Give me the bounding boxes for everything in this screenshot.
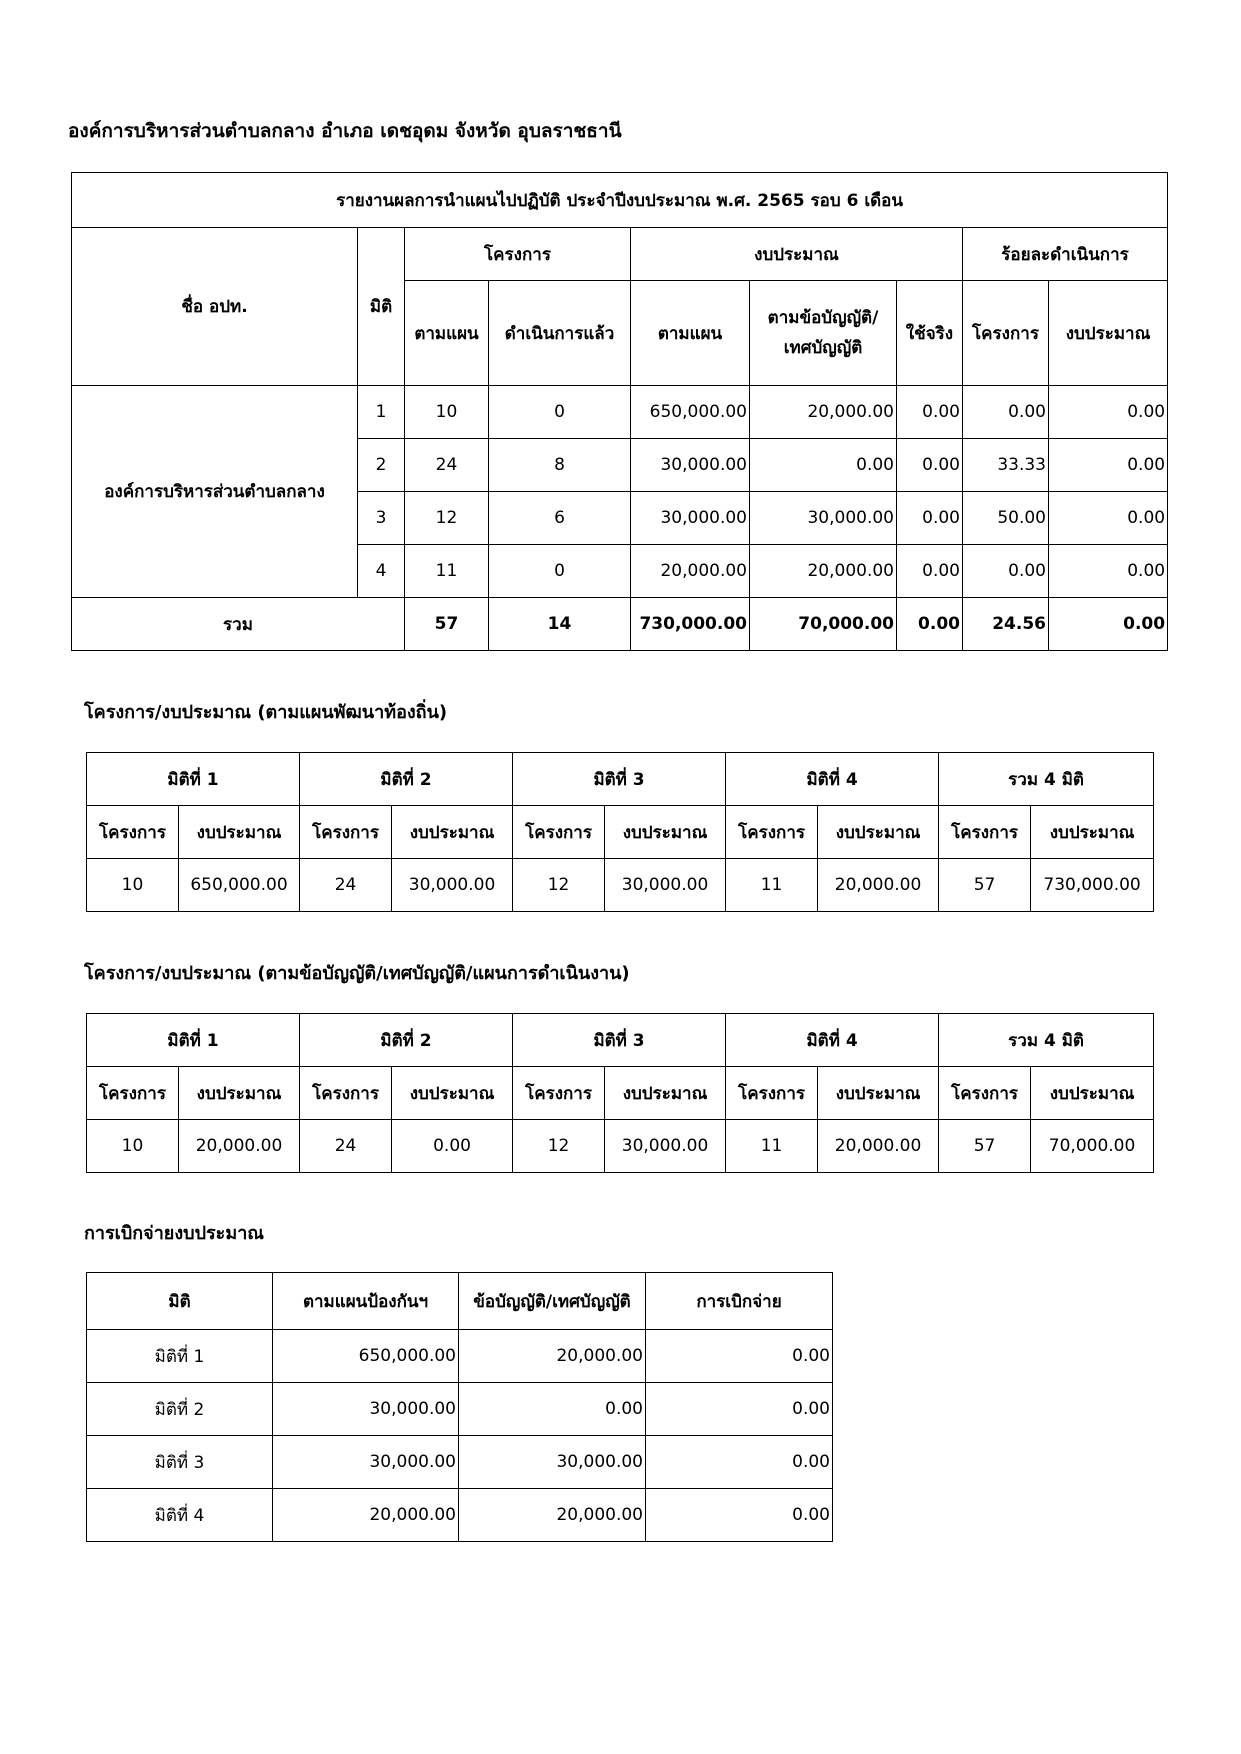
- table-cell: 3: [358, 492, 405, 545]
- table-cell: 0.00: [646, 1383, 833, 1436]
- header-budget-ordinance-line2: เทศบัญญัติ: [783, 338, 863, 358]
- header-budget-plan: ตามแผน: [631, 281, 750, 386]
- col-header-budget: งบประมาณ: [392, 806, 513, 859]
- col-header-project: โครงการ: [939, 806, 1031, 859]
- col-header-project: โครงการ: [87, 1067, 179, 1120]
- table-cell: 650,000.00: [631, 386, 750, 439]
- total-label: รวม: [72, 598, 405, 651]
- col-header-project: โครงการ: [300, 806, 392, 859]
- header-pct-project: โครงการ: [963, 281, 1049, 386]
- table-cell: มิติที่ 3: [87, 1436, 273, 1489]
- ordinance-section-title: โครงการ/งบประมาณ (ตามข้อบัญญัติ/เทศบัญญัติ/แผนการดำเนินงาน): [84, 963, 630, 984]
- col-header-project: โครงการ: [87, 806, 179, 859]
- plan-section-title: โครงการ/งบประมาณ (ตามแผนพัฒนาท้องถิ่น): [84, 702, 448, 723]
- col-header-budget: งบประมาณ: [179, 806, 300, 859]
- total-cell: 57: [405, 598, 489, 651]
- table-cell: 20,000.00: [273, 1489, 459, 1542]
- table-cell: 57: [939, 859, 1031, 912]
- header-done: ดำเนินการแล้ว: [489, 281, 631, 386]
- header-budget-ordinance: [750, 281, 897, 386]
- table-cell: 30,000.00: [392, 859, 513, 912]
- group-header: มิติที่ 3: [513, 1014, 726, 1067]
- col-header-budget: งบประมาณ: [605, 1067, 726, 1120]
- col-header-budget: งบประมาณ: [1031, 1067, 1154, 1120]
- table-cell: 24: [300, 859, 392, 912]
- table-cell: 0.00: [1049, 545, 1168, 598]
- table-cell: 0: [489, 545, 631, 598]
- table-cell: 11: [405, 545, 489, 598]
- table-cell: 0.00: [646, 1436, 833, 1489]
- col-header-budget: งบประมาณ: [179, 1067, 300, 1120]
- table-cell: 10: [405, 386, 489, 439]
- table-cell: 730,000.00: [1031, 859, 1154, 912]
- header-budget-ordinance-line1: ตามข้อบัญญัติ/: [767, 308, 879, 328]
- table-cell: 2: [358, 439, 405, 492]
- table-cell: 0.00: [646, 1489, 833, 1542]
- group-header: รวม 4 มิติ: [939, 753, 1154, 806]
- table-cell: 30,000.00: [273, 1383, 459, 1436]
- table-cell: 0.00: [750, 439, 897, 492]
- col-header-project: โครงการ: [726, 806, 818, 859]
- table-cell: 20,000.00: [750, 545, 897, 598]
- table-cell: 0: [489, 386, 631, 439]
- header-planned: ตามแผน: [405, 281, 489, 386]
- header-dim: มิติ: [87, 1273, 273, 1330]
- table-cell: 0.00: [897, 386, 963, 439]
- total-cell: 14: [489, 598, 631, 651]
- col-header-project: โครงการ: [513, 1067, 605, 1120]
- table-cell: 0.00: [1049, 386, 1168, 439]
- group-header: มิติที่ 2: [300, 753, 513, 806]
- table-cell: 57: [939, 1120, 1031, 1173]
- table-cell: 11: [726, 1120, 818, 1173]
- table-cell: 0.00: [392, 1120, 513, 1173]
- org-name-cell: องค์การบริหารส่วนตำบลกลาง: [72, 386, 358, 598]
- table-cell: 1: [358, 386, 405, 439]
- table-cell: 20,000.00: [459, 1330, 646, 1383]
- table-cell: 30,000.00: [631, 492, 750, 545]
- table-cell: 4: [358, 545, 405, 598]
- total-cell: 0.00: [897, 598, 963, 651]
- table-cell: 20,000.00: [750, 386, 897, 439]
- table-cell: 30,000.00: [605, 859, 726, 912]
- report-caption: รายงานผลการนำแผนไปปฏิบัติ ประจำปีงบประมาณ พ.ศ. 2565 รอบ 6 เดือน: [72, 173, 1168, 228]
- disbursement-table: [86, 1272, 833, 1542]
- plan-summary-table: [86, 752, 1154, 912]
- col-header-budget: งบประมาณ: [818, 806, 939, 859]
- group-header: มิติที่ 1: [87, 1014, 300, 1067]
- group-header: มิติที่ 1: [87, 753, 300, 806]
- ordinance-summary-table: [86, 1013, 1154, 1173]
- group-header: รวม 4 มิติ: [939, 1014, 1154, 1067]
- header-disbursed: การเบิกจ่าย: [646, 1273, 833, 1330]
- table-cell: 12: [513, 1120, 605, 1173]
- group-header: มิติที่ 4: [726, 1014, 939, 1067]
- table-cell: 30,000.00: [631, 439, 750, 492]
- table-cell: 20,000.00: [631, 545, 750, 598]
- table-cell: 12: [513, 859, 605, 912]
- total-cell: 70,000.00: [750, 598, 897, 651]
- table-cell: 0.00: [459, 1383, 646, 1436]
- table-cell: 30,000.00: [750, 492, 897, 545]
- table-cell: 8: [489, 439, 631, 492]
- group-header: มิติที่ 3: [513, 753, 726, 806]
- table-cell: 10: [87, 1120, 179, 1173]
- header-actual: ใช้จริง: [897, 281, 963, 386]
- total-cell: 0.00: [1049, 598, 1168, 651]
- table-cell: 650,000.00: [179, 859, 300, 912]
- table-cell: 12: [405, 492, 489, 545]
- table-cell: 30,000.00: [273, 1436, 459, 1489]
- group-header: มิติที่ 4: [726, 753, 939, 806]
- table-cell: 11: [726, 859, 818, 912]
- header-ordinance: ข้อบัญญัติ/เทศบัญญัติ: [459, 1273, 646, 1330]
- table-cell: มิติที่ 1: [87, 1330, 273, 1383]
- table-cell: 0.00: [963, 386, 1049, 439]
- table-cell: 70,000.00: [1031, 1120, 1154, 1173]
- table-cell: 20,000.00: [818, 859, 939, 912]
- table-cell: 0.00: [897, 545, 963, 598]
- col-header-project: โครงการ: [513, 806, 605, 859]
- table-cell: มิติที่ 2: [87, 1383, 273, 1436]
- total-cell: 24.56: [963, 598, 1049, 651]
- col-header-budget: งบประมาณ: [605, 806, 726, 859]
- col-header-project: โครงการ: [726, 1067, 818, 1120]
- table-cell: 6: [489, 492, 631, 545]
- table-cell: 20,000.00: [818, 1120, 939, 1173]
- table-cell: 0.00: [646, 1330, 833, 1383]
- disbursement-section-title: การเบิกจ่ายงบประมาณ: [84, 1223, 264, 1244]
- table-cell: 30,000.00: [605, 1120, 726, 1173]
- header-org-name: ชื่อ อปท.: [72, 228, 358, 386]
- table-cell: 24: [300, 1120, 392, 1173]
- table-cell: 10: [87, 859, 179, 912]
- header-dimension: มิติ: [358, 228, 405, 386]
- col-header-budget: งบประมาณ: [818, 1067, 939, 1120]
- header-projects-group: โครงการ: [405, 228, 631, 281]
- header-pct-budget: งบประมาณ: [1049, 281, 1168, 386]
- table-cell: 20,000.00: [459, 1489, 646, 1542]
- table-cell: 0.00: [1049, 492, 1168, 545]
- col-header-budget: งบประมาณ: [1031, 806, 1154, 859]
- header-plan: ตามแผนป้องกันฯ: [273, 1273, 459, 1330]
- total-cell: 730,000.00: [631, 598, 750, 651]
- table-cell: 650,000.00: [273, 1330, 459, 1383]
- header-percent-group: ร้อยละดำเนินการ: [963, 228, 1168, 281]
- table-cell: 33.33: [963, 439, 1049, 492]
- table-cell: 30,000.00: [459, 1436, 646, 1489]
- table-cell: 24: [405, 439, 489, 492]
- table-cell: 50.00: [963, 492, 1049, 545]
- main-report-table: [71, 172, 1168, 651]
- table-cell: มิติที่ 4: [87, 1489, 273, 1542]
- table-cell: 20,000.00: [179, 1120, 300, 1173]
- table-cell: 0.00: [897, 439, 963, 492]
- header-budget-group: งบประมาณ: [631, 228, 963, 281]
- table-cell: 0.00: [897, 492, 963, 545]
- col-header-budget: งบประมาณ: [392, 1067, 513, 1120]
- col-header-project: โครงการ: [300, 1067, 392, 1120]
- col-header-project: โครงการ: [939, 1067, 1031, 1120]
- group-header: มิติที่ 2: [300, 1014, 513, 1067]
- table-cell: 0.00: [1049, 439, 1168, 492]
- org-title: องค์การบริหารส่วนตำบลกลาง อำเภอ เดชอุดม จังหวัด อุบลราชธานี: [68, 120, 622, 142]
- table-cell: 0.00: [963, 545, 1049, 598]
